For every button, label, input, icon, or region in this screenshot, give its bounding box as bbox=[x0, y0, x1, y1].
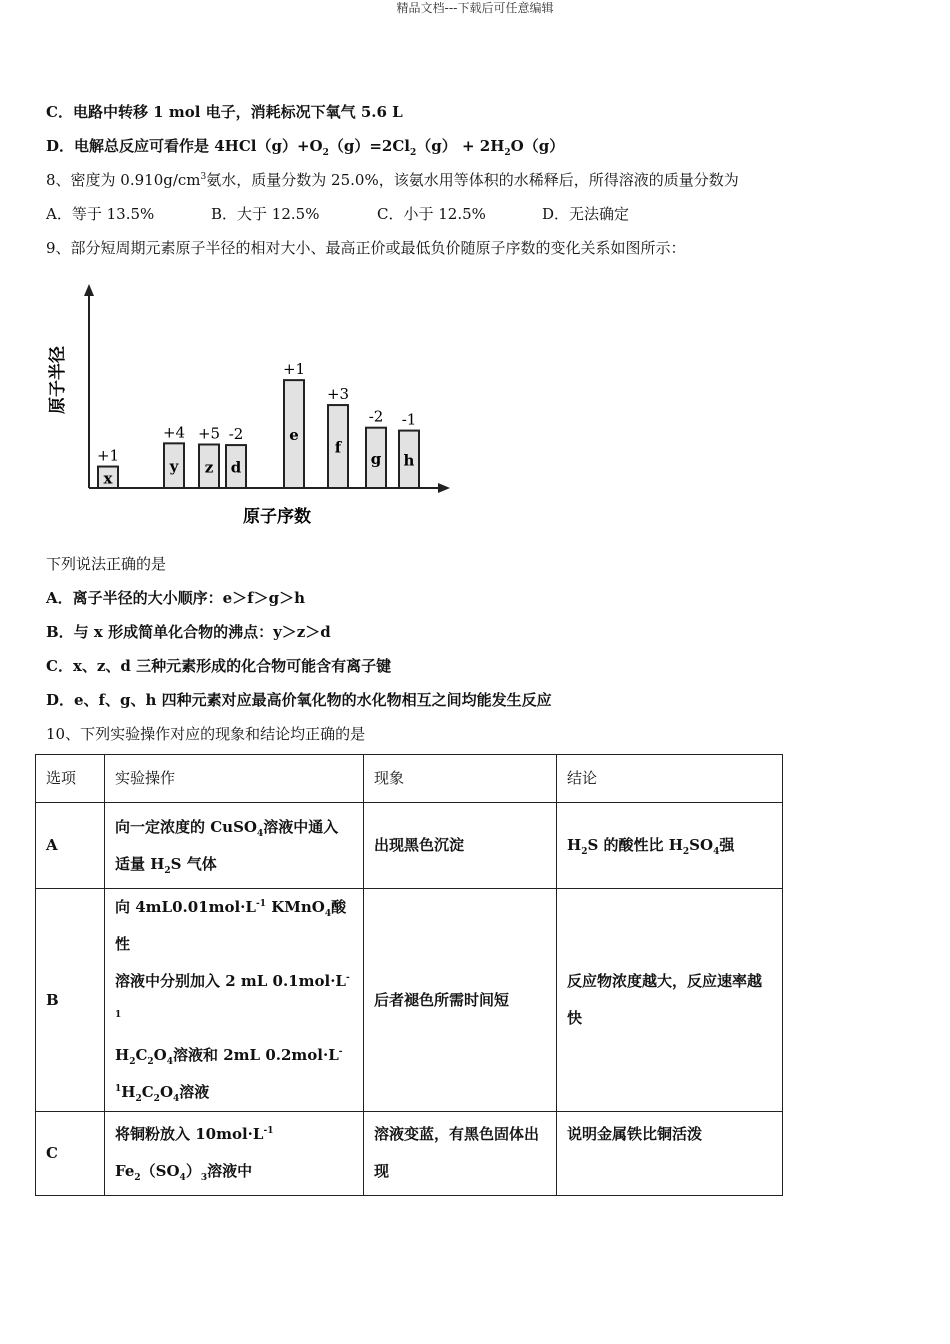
row-b-phenomenon: 后者褪色所需时间短 bbox=[364, 889, 557, 1112]
bar-label-x: x bbox=[103, 469, 113, 488]
q8-option-b: B．大于 12.5% bbox=[211, 205, 320, 223]
header-phenomenon: 现象 bbox=[364, 755, 557, 803]
row-a-key: A bbox=[36, 803, 105, 889]
valence-label-f: +3 bbox=[326, 385, 350, 404]
row-a-operation: 向一定浓度的 CuSO$_4$溶液中通入 适量 $H_2S$ 气体 bbox=[105, 803, 364, 889]
header-conclusion: 结论 bbox=[557, 755, 783, 803]
header-operation: 实验操作 bbox=[105, 755, 364, 803]
x-axis-arrow bbox=[438, 483, 450, 493]
y-axis-label: 原子半径 bbox=[48, 346, 68, 414]
row-a-conclusion: $H_2S$ 的酸性比 $H_2SO_4$强 bbox=[557, 803, 783, 889]
valence-label-y: +4 bbox=[162, 423, 186, 442]
atomic-radius-chart bbox=[40, 280, 460, 534]
q9-stem: 9、部分短周期元素原子半径的相对大小、最高正价或最低负价随原子序数的变化关系如图所示： bbox=[46, 239, 686, 257]
y-axis-arrow bbox=[84, 284, 94, 296]
bar-label-h: h bbox=[403, 451, 415, 470]
q7-option-d: D．电解总反应可看作是 $4HCl(g)+O_2(g)=2Cl_2(g) + 2H_2O(g)$ bbox=[46, 137, 565, 158]
table-row bbox=[36, 889, 783, 1112]
chart-svg bbox=[40, 280, 460, 530]
bars-group bbox=[97, 360, 419, 488]
valence-label-e: +1 bbox=[282, 360, 306, 379]
header-option: 选项 bbox=[36, 755, 105, 803]
row-a-phenomenon: 出现黑色沉淀 bbox=[364, 803, 557, 889]
q9-option-d: D．e、f、g、h 四种元素对应最高价氧化物的水化物相互之间均能发生反应 bbox=[46, 691, 552, 709]
q9-option-b: B．与 x 形成简单化合物的沸点：y＞z＞d bbox=[46, 623, 331, 641]
row-c-phenomenon: 溶液变蓝，有黑色固体出现 bbox=[364, 1112, 557, 1196]
q8-options bbox=[46, 203, 629, 225]
q8-option-c: C．小于 12.5% bbox=[377, 205, 486, 223]
x-axis-label: 原子序数 bbox=[243, 507, 311, 527]
valence-label-d: -2 bbox=[228, 425, 244, 444]
q9-prompt: 下列说法正确的是 bbox=[46, 555, 167, 573]
bar-label-d: d bbox=[230, 458, 242, 477]
q9-option-a: A．离子半径的大小顺序：e＞f＞g＞h bbox=[46, 589, 306, 607]
row-c-operation: 将铜粉放入 $10mol\cdot L^{-1}$ $Fe_2(SO_4)_3$溶液中 bbox=[105, 1112, 364, 1196]
bar-label-z: z bbox=[204, 458, 214, 477]
row-b-key: B bbox=[36, 889, 105, 1112]
bar-label-f: f bbox=[334, 438, 342, 457]
q9-option-c: C．x、z、d 三种元素形成的化合物可能含有离子键 bbox=[46, 657, 392, 675]
table-row bbox=[36, 803, 783, 889]
bar-label-e: e bbox=[289, 426, 299, 445]
valence-label-x: +1 bbox=[96, 446, 120, 465]
row-c-conclusion: 说明金属铁比铜活泼 bbox=[557, 1112, 783, 1196]
valence-label-h: -1 bbox=[401, 410, 417, 429]
table-row bbox=[36, 1112, 783, 1196]
q8-stem: 8、密度为 $0.910g/cm^3$氨水，质量分数为 25.0%，该氨水用等体积的水稀释后，所得溶液的质量分数为 bbox=[46, 171, 739, 189]
bar-label-y: y bbox=[169, 457, 179, 476]
bar-label-g: g bbox=[370, 449, 382, 468]
valence-label-g: -2 bbox=[368, 407, 384, 426]
row-b-conclusion: 反应物浓度越大，反应速率越快 bbox=[557, 889, 783, 1112]
q7-option-c: C．电路中转移 1 mol 电子，消耗标况下氧气 5.6 L bbox=[46, 103, 403, 121]
q8-option-a: A．等于 13.5% bbox=[46, 205, 155, 223]
valence-label-z: +5 bbox=[197, 424, 221, 443]
q10-stem: 10、下列实验操作对应的现象和结论均正确的是 bbox=[46, 725, 366, 743]
experiment-table bbox=[35, 754, 783, 1196]
page-header: 精品文档---下载后可任意编辑 bbox=[396, 1, 554, 15]
row-c-key: C bbox=[36, 1112, 105, 1196]
table-header-row bbox=[36, 755, 783, 803]
row-b-operation: 向 $4mL0.01mol\cdot L^{-1}$ KMnO$_4$酸性 溶液中分别加入 2 mL $0.1mol\cdot L^{-1}$ $H_2C_2O_4$溶液和 2mL 0.2mol·L- $^1H_2C_2O_4$溶液 bbox=[105, 889, 364, 1112]
q8-option-d: D．无法确定 bbox=[542, 205, 630, 223]
